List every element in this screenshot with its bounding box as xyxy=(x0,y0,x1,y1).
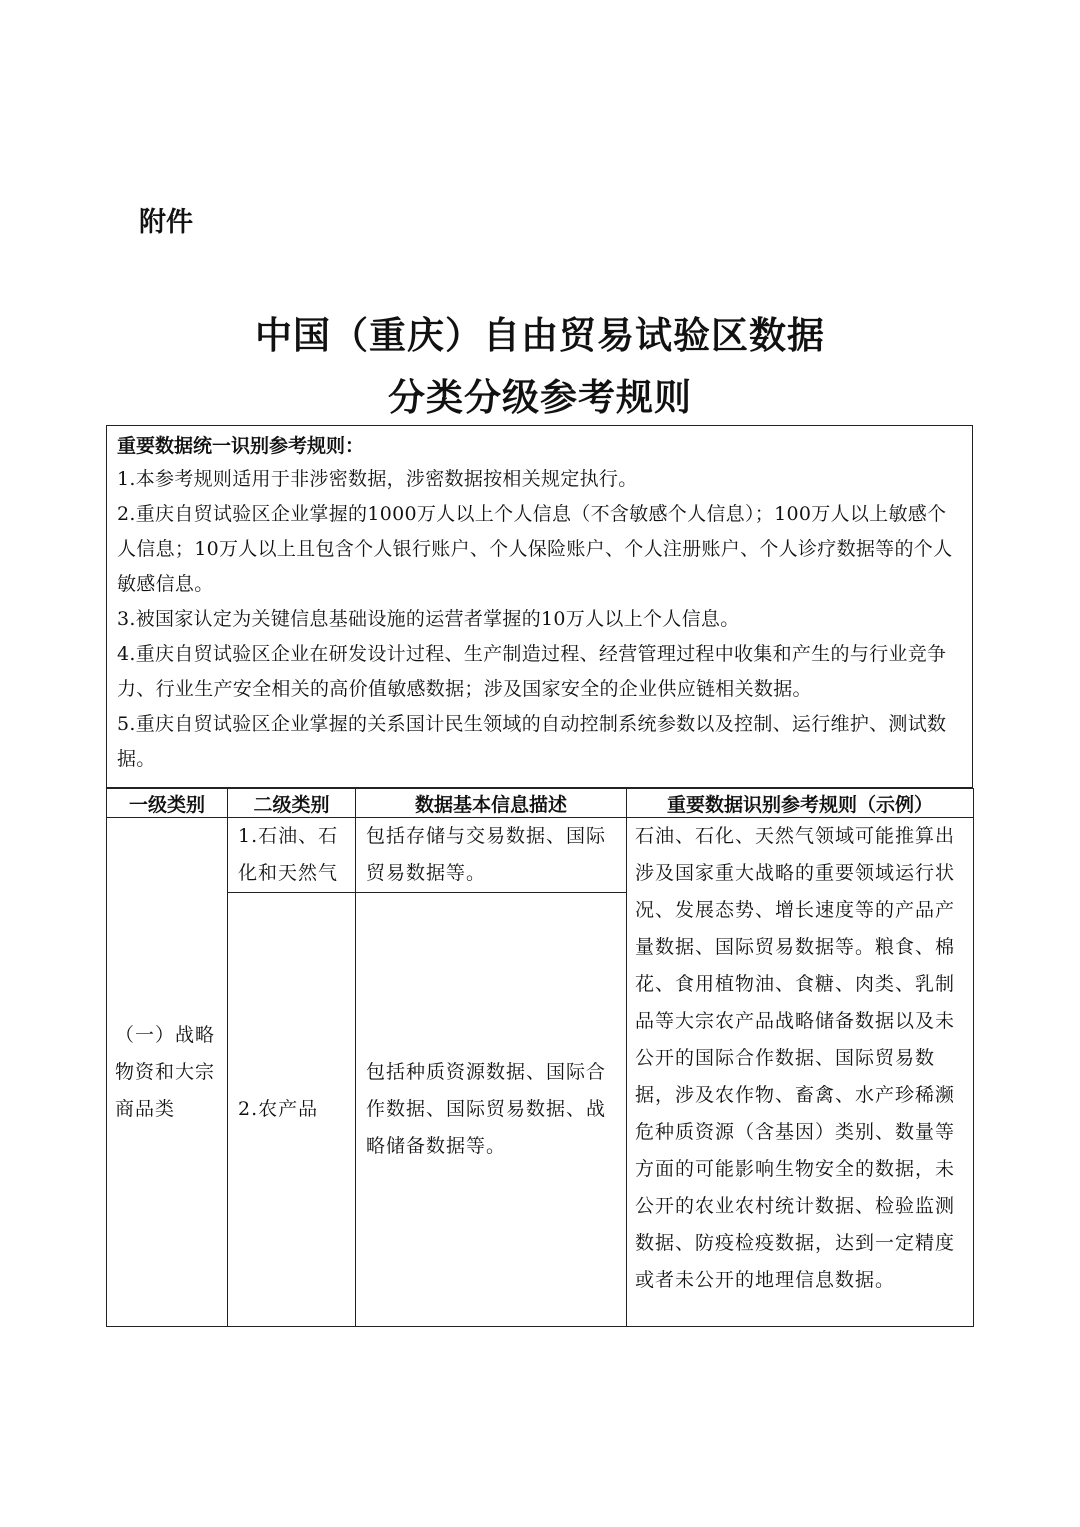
rules-heading: 重要数据统一识别参考规则： xyxy=(117,435,365,457)
level2-cell: 1.石油、石化和天然气 xyxy=(228,818,356,893)
table-header-row xyxy=(107,789,974,818)
rule-item-4: 4.重庆自贸试验区企业在研发设计过程、生产制造过程、经营管理过程中收集和产生的与行业竞争力、行业生产安全相关的高价值敏感数据；涉及国家安全的企业供应链相关数据。 xyxy=(117,643,947,700)
header-level2: 二级类别 xyxy=(228,789,356,818)
document-title-line2: 分类分级参考规则 xyxy=(388,375,692,419)
header-level1: 一级类别 xyxy=(107,789,228,818)
document-title-line1: 中国（重庆）自由贸易试验区数据 xyxy=(255,313,825,357)
category-level1-cell: （一）战略物资和大宗商品类 xyxy=(107,818,228,1327)
header-rules: 重要数据识别参考规则（示例） xyxy=(627,789,974,818)
rule-item-3: 3.被国家认定为关键信息基础设施的运营者掌握的10万人以上个人信息。 xyxy=(117,608,740,630)
rule-item-1: 1.本参考规则适用于非涉密数据，涉密数据按相关规定执行。 xyxy=(117,468,638,490)
header-description: 数据基本信息描述 xyxy=(356,789,627,818)
rule-item-5: 5.重庆自贸试验区企业掌握的关系国计民生领域的自动控制系统参数以及控制、运行维护、测试数据。 xyxy=(117,713,947,770)
rules-example-cell: 石油、石化、天然气领域可能推算出涉及国家重大战略的重要领域运行状况、发展态势、增长速度等的产品产量数据、国际贸易数据等。粮食、棉花、食用植物油、食糖、肉类、乳制品等大宗农产品战略储备数据以及未公开的国际合作数据、国际贸易数据，涉及农作物、畜禽、水产珍稀濒危种质资源（含基因）类别、数量等方面的可能影响生物安全的数据，未公开的农业农村统计数据、检验监测数据、防疫检疫数据，达到一定精度或者未公开的地理信息数据。 xyxy=(627,818,974,1327)
rules-box xyxy=(106,425,973,788)
description-cell: 包括种质资源数据、国际合作数据、国际贸易数据、战略储备数据等。 xyxy=(356,893,627,1327)
attachment-label: 附件 xyxy=(139,207,193,238)
table-row xyxy=(107,818,974,893)
rule-item-2: 2.重庆自贸试验区企业掌握的1000万人以上个人信息（不含敏感个人信息）；100万人以上敏感个人信息；10万人以上且包含个人银行账户、个人保险账户、个人注册账户、个人诊疗数据等的个人敏感信息。 xyxy=(117,503,953,595)
classification-table xyxy=(106,788,974,1327)
level2-cell: 2.农产品 xyxy=(228,893,356,1327)
description-cell: 包括存储与交易数据、国际贸易数据等。 xyxy=(356,818,627,893)
